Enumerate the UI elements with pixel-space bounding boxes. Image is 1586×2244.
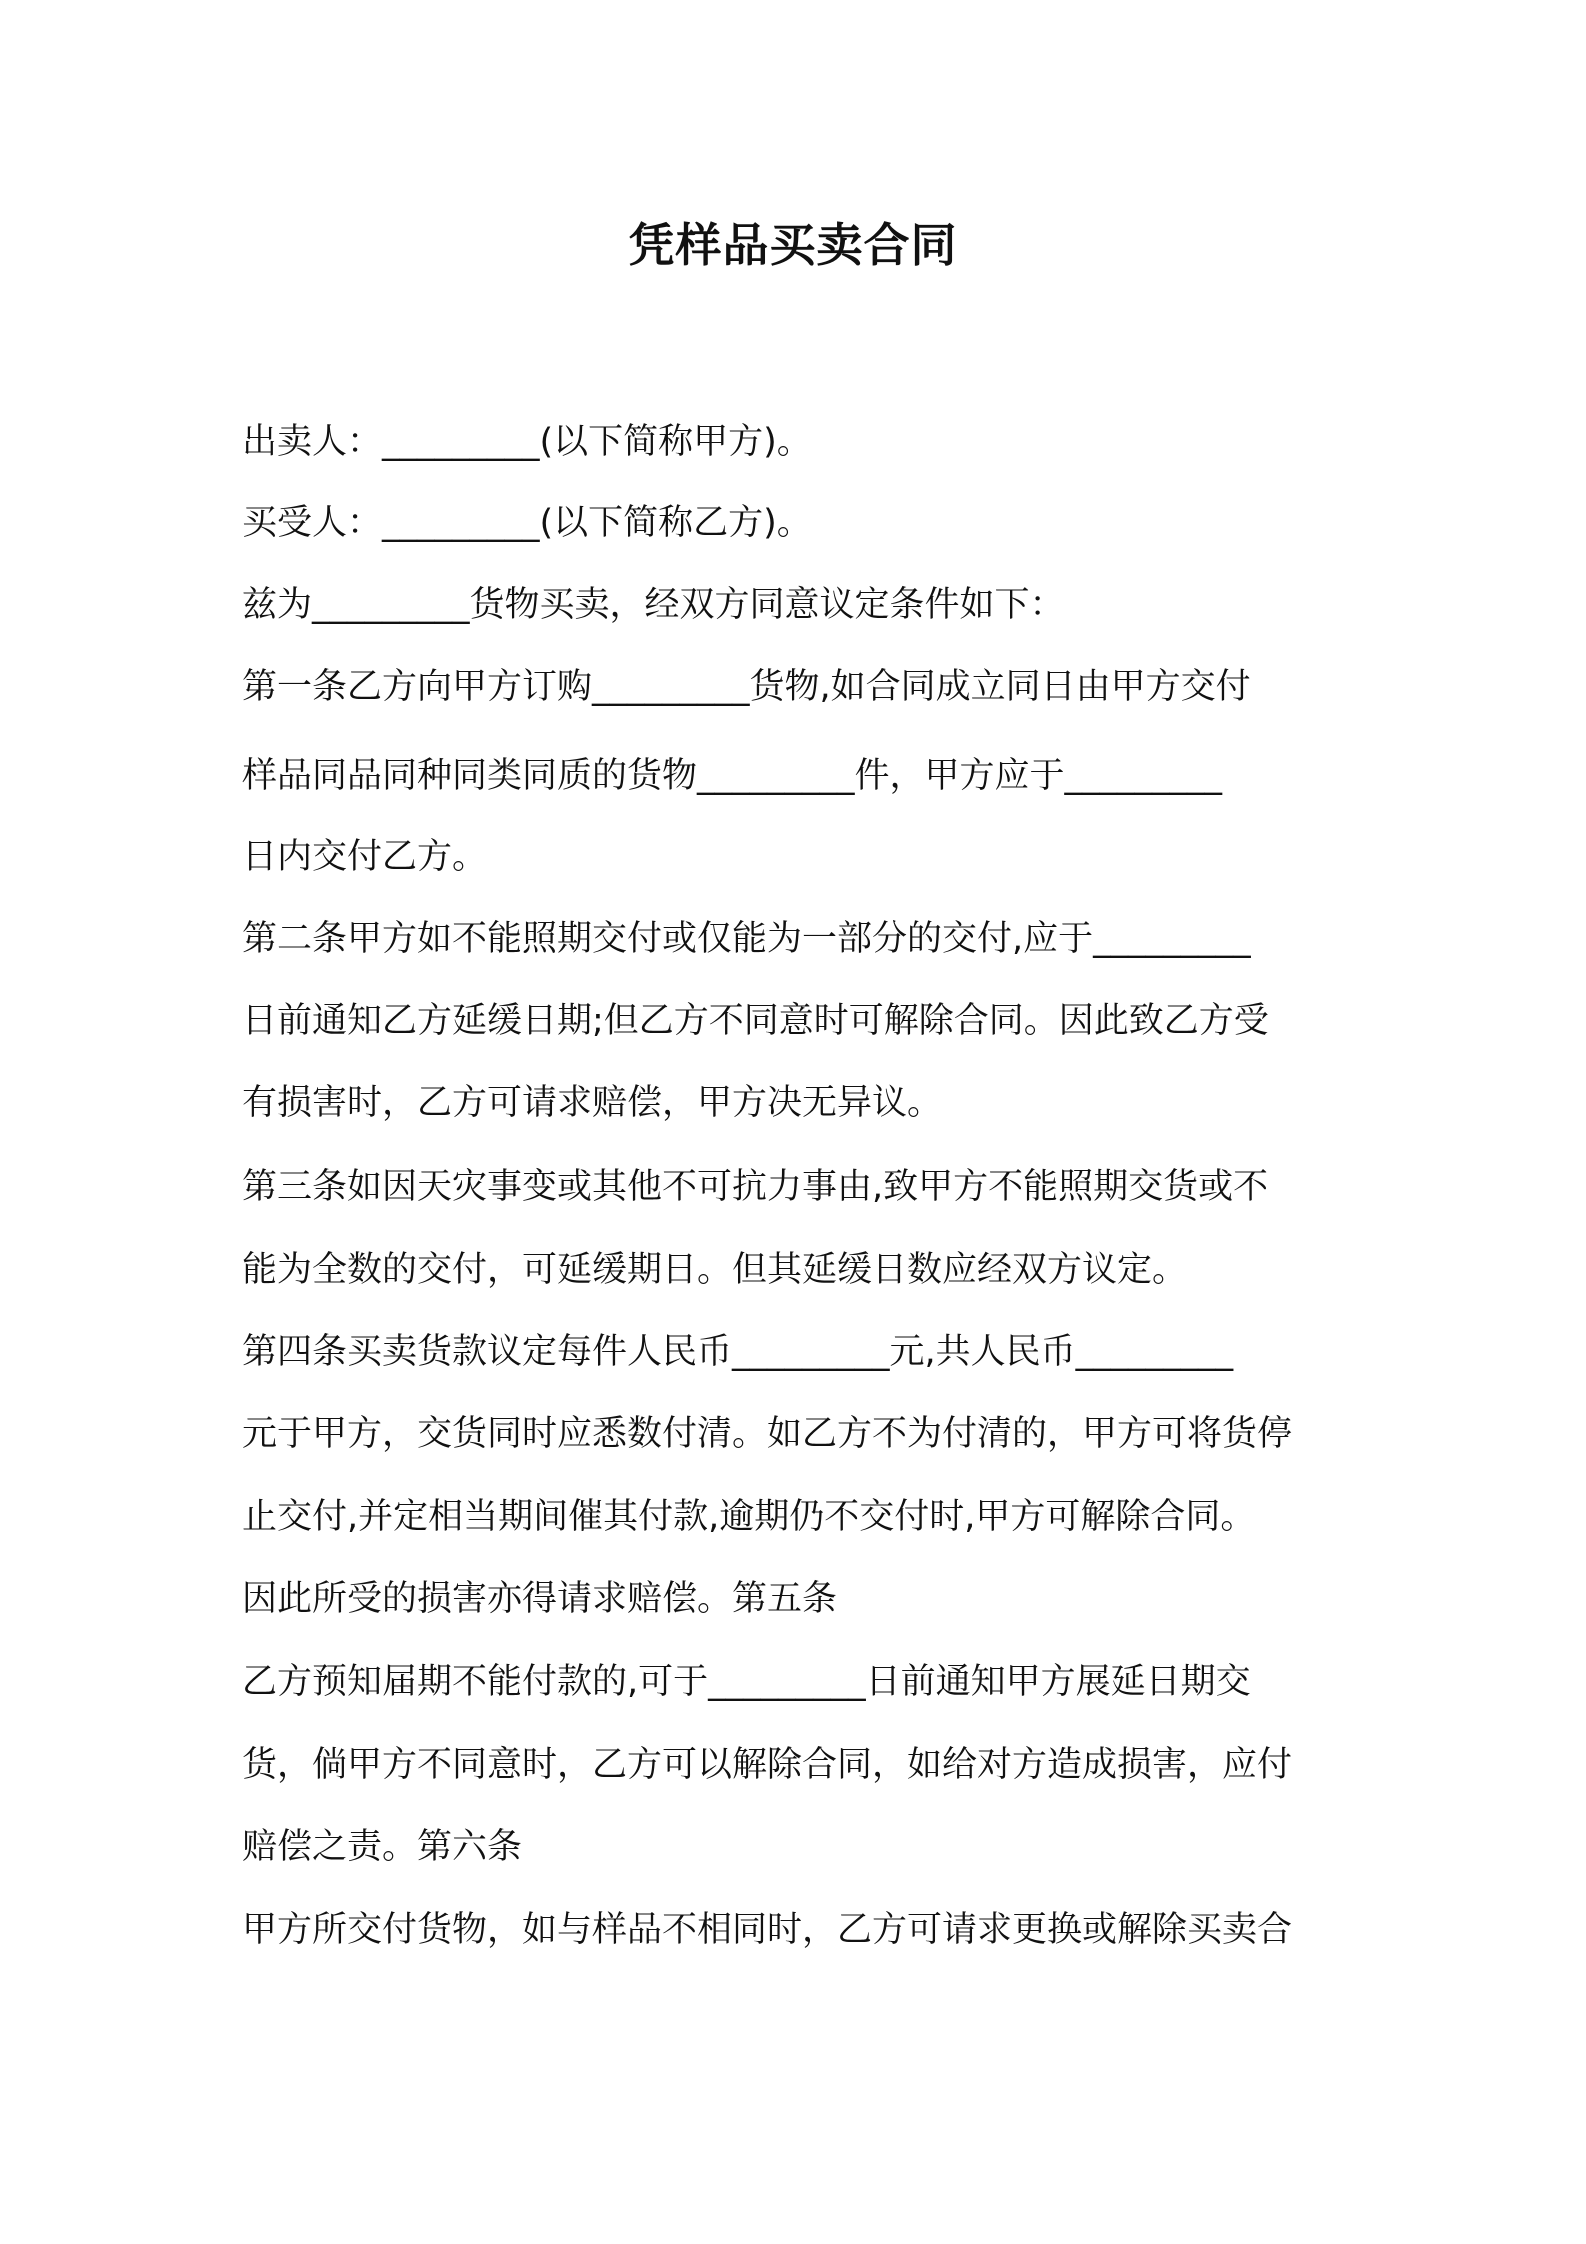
contract-line: 第二条甲方如不能照期交付或仅能为一部分的交付,应于_________ [242, 919, 1251, 959]
contract-line: 出卖人：_________(以下简称甲方)。 [242, 422, 812, 462]
contract-line: 日内交付乙方。 [242, 837, 488, 877]
contract-line: 第三条如因天灾事变或其他不可抗力事由,致甲方不能照期交货或不 [242, 1167, 1269, 1207]
contract-line: 日前通知乙方延缓日期;但乙方不同意时可解除合同。因此致乙方受 [242, 1001, 1269, 1041]
contract-line: 元于甲方，交货同时应悉数付清。如乙方不为付清的，甲方可将货停 [242, 1414, 1293, 1454]
contract-line: 货，倘甲方不同意时，乙方可以解除合同，如给对方造成损害，应付 [242, 1745, 1293, 1785]
document-title: 凭样品买卖合同 [628, 218, 958, 272]
contract-line: 乙方预知届期不能付款的,可于_________日前通知甲方展延日期交 [242, 1662, 1251, 1702]
contract-line: 甲方所交付货物，如与样品不相同时，乙方可请求更换或解除买卖合 [242, 1910, 1293, 1950]
contract-line: 因此所受的损害亦得请求赔偿。第五条 [242, 1579, 838, 1619]
contract-line: 第四条买卖货款议定每件人民币_________元,共人民币_________ [242, 1332, 1234, 1372]
contract-line: 样品同品同种同类同质的货物_________件，甲方应于_________ [242, 756, 1223, 796]
contract-line: 买受人：_________(以下简称乙方)。 [242, 503, 812, 543]
contract-line: 兹为_________货物买卖，经双方同意议定条件如下： [242, 585, 1065, 625]
contract-line: 第一条乙方向甲方订购_________货物,如合同成立同日由甲方交付 [242, 667, 1251, 707]
contract-line: 有损害时，乙方可请求赔偿，甲方决无异议。 [242, 1083, 943, 1123]
contract-line: 能为全数的交付，可延缓期日。但其延缓日数应经双方议定。 [242, 1250, 1188, 1290]
contract-line: 止交付,并定相当期间催其付款,逾期仍不交付时,甲方可解除合同。 [242, 1497, 1256, 1537]
contract-line: 赔偿之责。第六条 [242, 1827, 523, 1867]
